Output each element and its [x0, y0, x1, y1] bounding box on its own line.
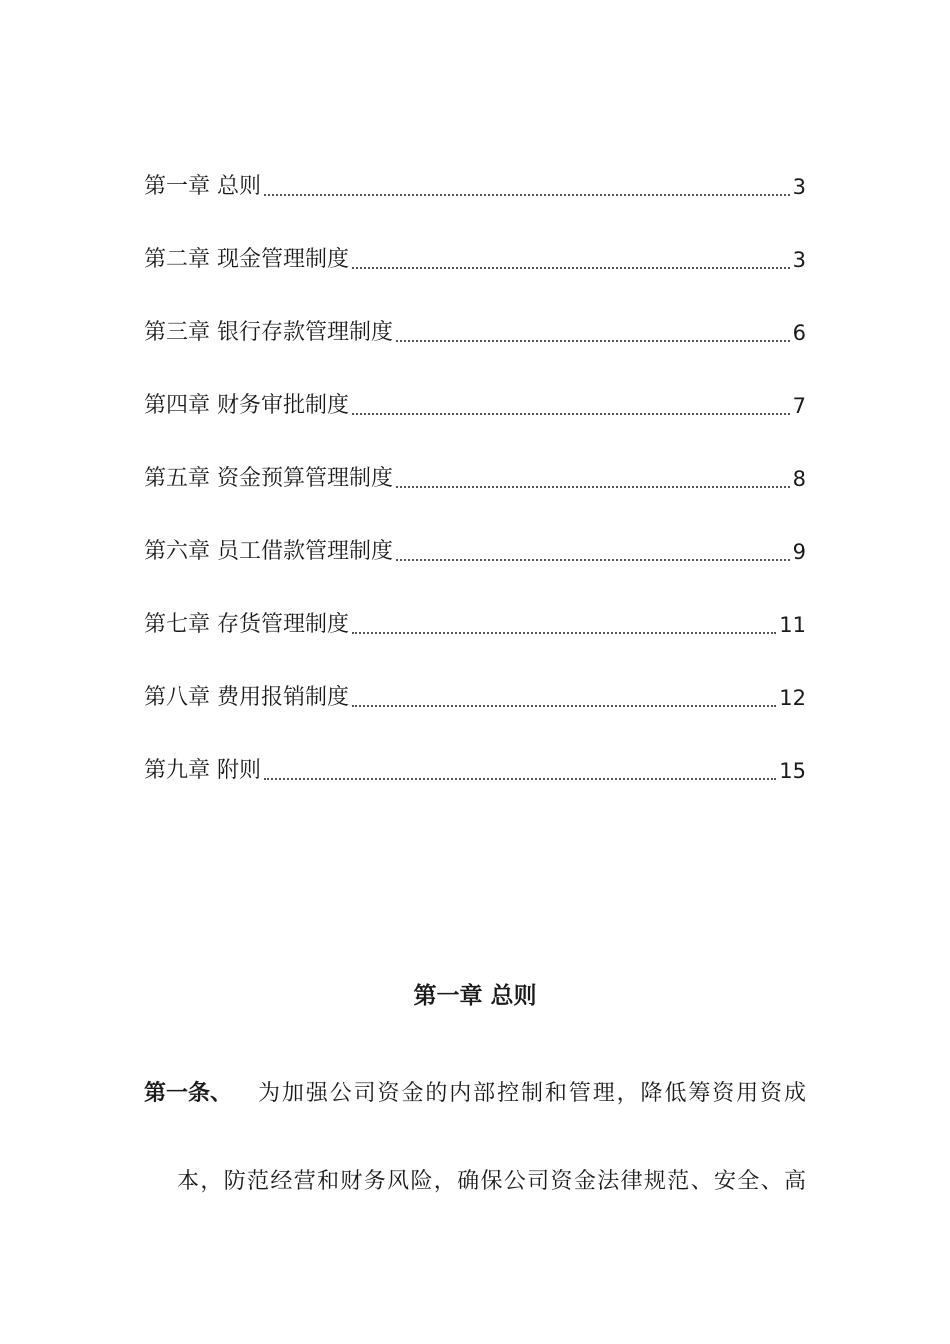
toc-entry-page: 12	[779, 686, 806, 710]
toc-entry-page: 15	[779, 759, 806, 783]
toc-dot-leader	[264, 194, 790, 196]
article-text-line-2: 本，防范经营和财务风险，确保公司资金法律规范、安全、高	[177, 1169, 806, 1194]
toc-entry-label: 第六章 员工借款管理制度	[144, 539, 393, 564]
toc-entry-4[interactable]	[144, 351, 806, 424]
toc-dot-leader	[352, 267, 790, 269]
toc-dot-leader	[396, 486, 790, 488]
toc-entry-8[interactable]	[144, 643, 806, 716]
toc-entry-2[interactable]	[144, 205, 806, 278]
toc-entry-page: 3	[792, 248, 806, 272]
toc-entry-page: 6	[792, 321, 806, 345]
toc-dot-leader	[352, 413, 790, 415]
article-title: 第一条、	[144, 1081, 233, 1106]
chapter-heading: 第一章 总则	[413, 983, 537, 1009]
article-paragraph	[144, 1076, 806, 1200]
article-text-line-1: 为加强公司资金的内部控制和管理，降低筹资用资成	[258, 1081, 806, 1106]
toc-entry-page: 3	[792, 175, 806, 199]
toc-entry-7[interactable]	[144, 570, 806, 643]
toc-entry-label: 第三章 银行存款管理制度	[144, 320, 393, 345]
toc-dot-leader	[396, 559, 790, 561]
toc-entry-9[interactable]	[144, 716, 806, 789]
toc-entry-page: 7	[792, 394, 806, 418]
toc-entry-1[interactable]	[144, 132, 806, 205]
toc-dot-leader	[352, 632, 776, 634]
toc-dot-leader	[396, 340, 790, 342]
toc-entry-label: 第八章 费用报销制度	[144, 685, 349, 710]
toc-entry-6[interactable]	[144, 497, 806, 570]
toc-dot-leader	[352, 705, 776, 707]
toc-entry-label: 第五章 资金预算管理制度	[144, 466, 393, 491]
toc-entry-page: 9	[792, 540, 806, 564]
table-of-contents	[144, 132, 806, 789]
article-line-2	[144, 1164, 806, 1200]
toc-entry-3[interactable]	[144, 278, 806, 351]
toc-entry-page: 11	[779, 613, 806, 637]
toc-entry-label: 第九章 附则	[144, 758, 261, 783]
toc-entry-label: 第二章 现金管理制度	[144, 247, 349, 272]
toc-entry-page: 8	[792, 467, 806, 491]
toc-entry-label: 第四章 财务审批制度	[144, 393, 349, 418]
toc-entry-label: 第一章 总则	[144, 174, 261, 199]
toc-dot-leader	[264, 778, 776, 780]
toc-entry-label: 第七章 存货管理制度	[144, 612, 349, 637]
toc-entry-5[interactable]	[144, 424, 806, 497]
article-line-1	[144, 1076, 806, 1112]
